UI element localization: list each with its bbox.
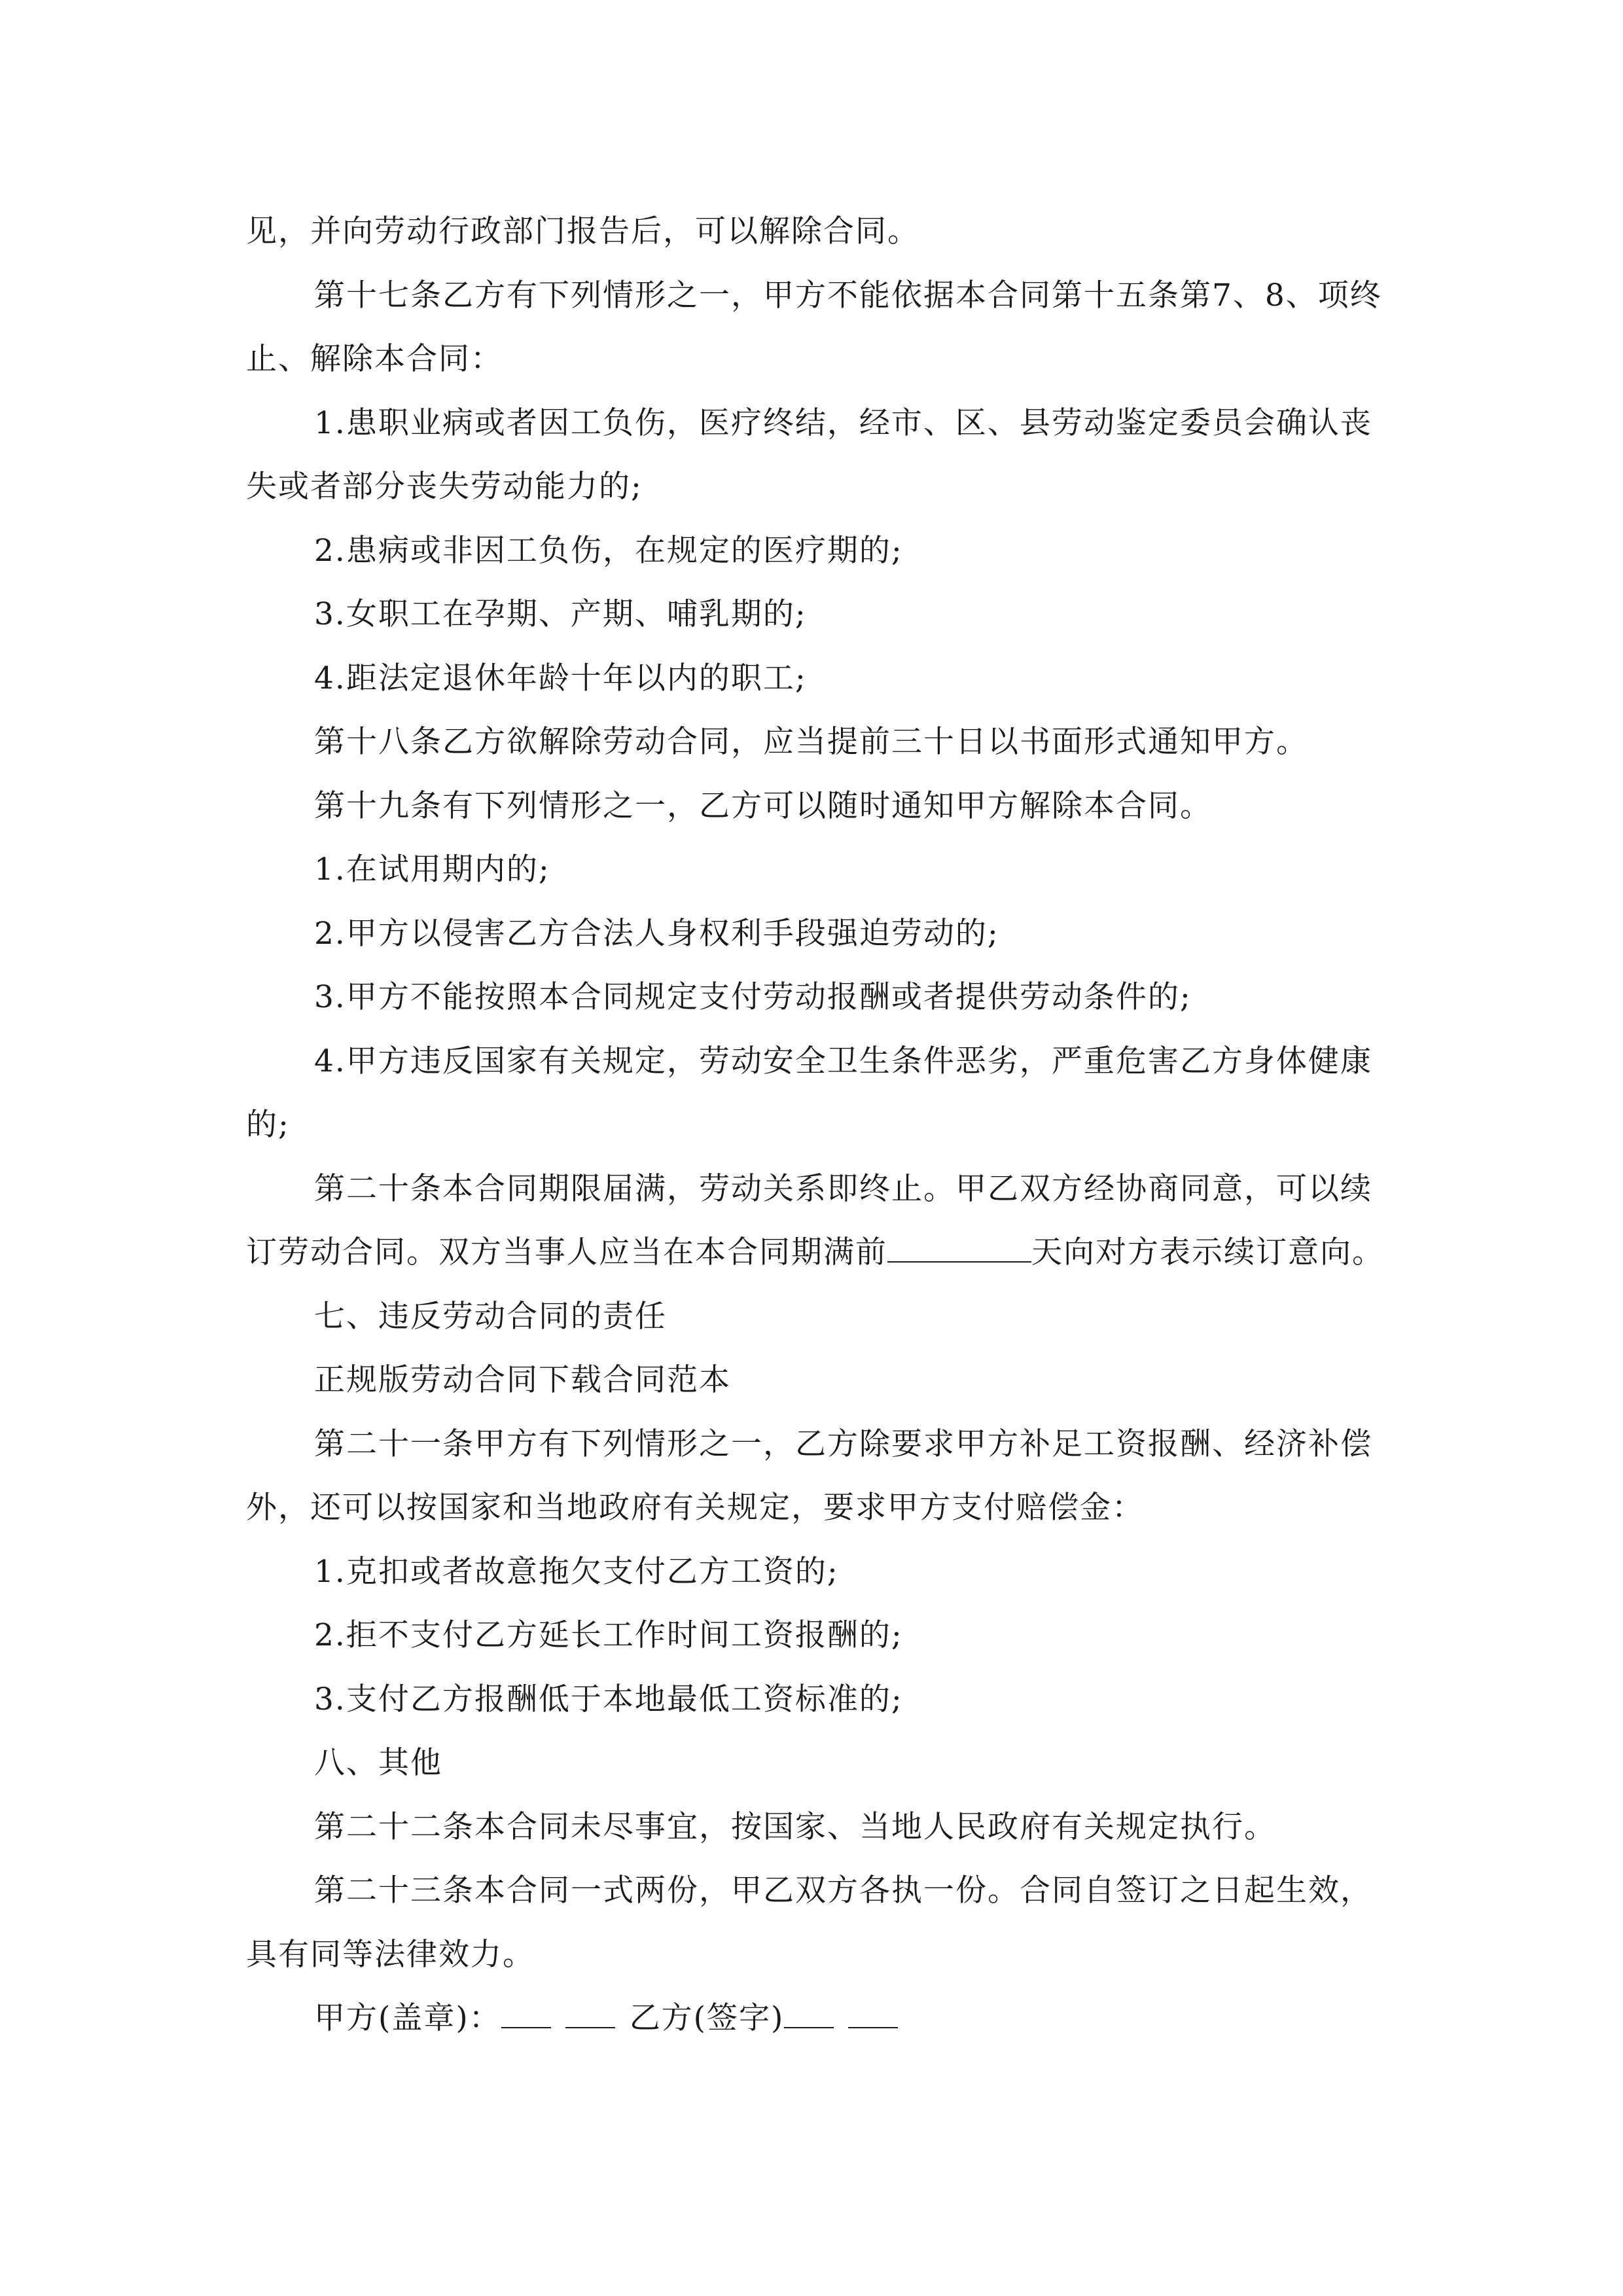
article-20-text-after: 天向对方表示续订意向。 — [1031, 1234, 1384, 1270]
article-19-item-2: 2.甲方以侵害乙方合法人身权利手段强迫劳动的; — [314, 915, 999, 952]
party-b-label: 乙方(签字) — [629, 2000, 785, 2036]
article-17-item-3: 3.女职工在孕期、产期、哺乳期的; — [314, 596, 807, 632]
party-b-blank-2[interactable] — [848, 2001, 898, 2028]
article-21-item-1: 1.克扣或者故意拖欠支付乙方工资的; — [314, 1553, 839, 1590]
article-19-item-3: 3.甲方不能按照本合同规定支付劳动报酬或者提供劳动条件的; — [314, 979, 1192, 1015]
article-23: 第二十三条本合同一式两份，甲乙双方各执一份。合同自签订之日起生效，具有同等法律效力。 — [246, 1873, 1372, 1973]
article-21-item-3: 3.支付乙方报酬低于本地最低工资标准的; — [314, 1681, 903, 1717]
renewal-days-blank[interactable] — [887, 1235, 1031, 1263]
party-a-blank-2[interactable] — [565, 2001, 615, 2028]
article-17-item-1: 1.患职业病或者因工负伤，医疗终结，经市、区、县劳动鉴定委员会确认丧失或者部分丧失劳动能力的; — [246, 404, 1372, 505]
article-17-item-4: 4.距法定退休年龄十年以内的职工; — [314, 660, 807, 696]
section-8-heading: 八、其他 — [314, 1745, 442, 1781]
article-21: 第二十一条甲方有下列情形之一，乙方除要求甲方补足工资报酬、经济补偿外，还可以按国家和当地政府有关规定，要求甲方支付赔偿金： — [246, 1426, 1372, 1526]
article-19-item-4: 4.甲方违反国家有关规定，劳动安全卫生条件恶劣，严重危害乙方身体健康的; — [246, 1043, 1372, 1143]
article-20 — [246, 1157, 1398, 1285]
article-17: 第十七条乙方有下列情形之一，甲方不能依据本合同第十五条第7、8、项终止、解除本合同： — [246, 277, 1382, 377]
template-caption: 正规版劳动合同下载合同范本 — [314, 1362, 731, 1398]
article-18: 第十八条乙方欲解除劳动合同，应当提前三十日以书面形式通知甲方。 — [314, 724, 1308, 760]
party-a-label: 甲方(盖章)： — [314, 2000, 501, 2036]
party-b-blank-1[interactable] — [784, 2001, 834, 2028]
paragraph-continuation: 见，并向劳动行政部门报告后，可以解除合同。 — [246, 213, 919, 249]
article-17-item-2: 2.患病或非因工负伤，在规定的医疗期的; — [314, 532, 903, 569]
article-19-item-1: 1.在试用期内的; — [314, 852, 550, 888]
article-22: 第二十二条本合同未尽事宜，按国家、当地人民政府有关规定执行。 — [314, 1808, 1276, 1845]
article-19: 第十九条有下列情形之一，乙方可以随时通知甲方解除本合同。 — [314, 787, 1212, 824]
signature-line — [246, 1986, 1398, 2051]
article-21-item-2: 2.拒不支付乙方延长工作时间工资报酬的; — [314, 1617, 903, 1653]
party-a-blank-1[interactable] — [501, 2001, 551, 2028]
contract-body — [246, 200, 1398, 2051]
article-20-text-before: 第二十条本合同期限届满，劳动关系即终止。甲乙双方经协商同意，可以续订劳动合同。双方当事人应当在本合同期满前 — [246, 1170, 1372, 1270]
section-7-heading: 七、违反劳动合同的责任 — [314, 1298, 667, 1335]
